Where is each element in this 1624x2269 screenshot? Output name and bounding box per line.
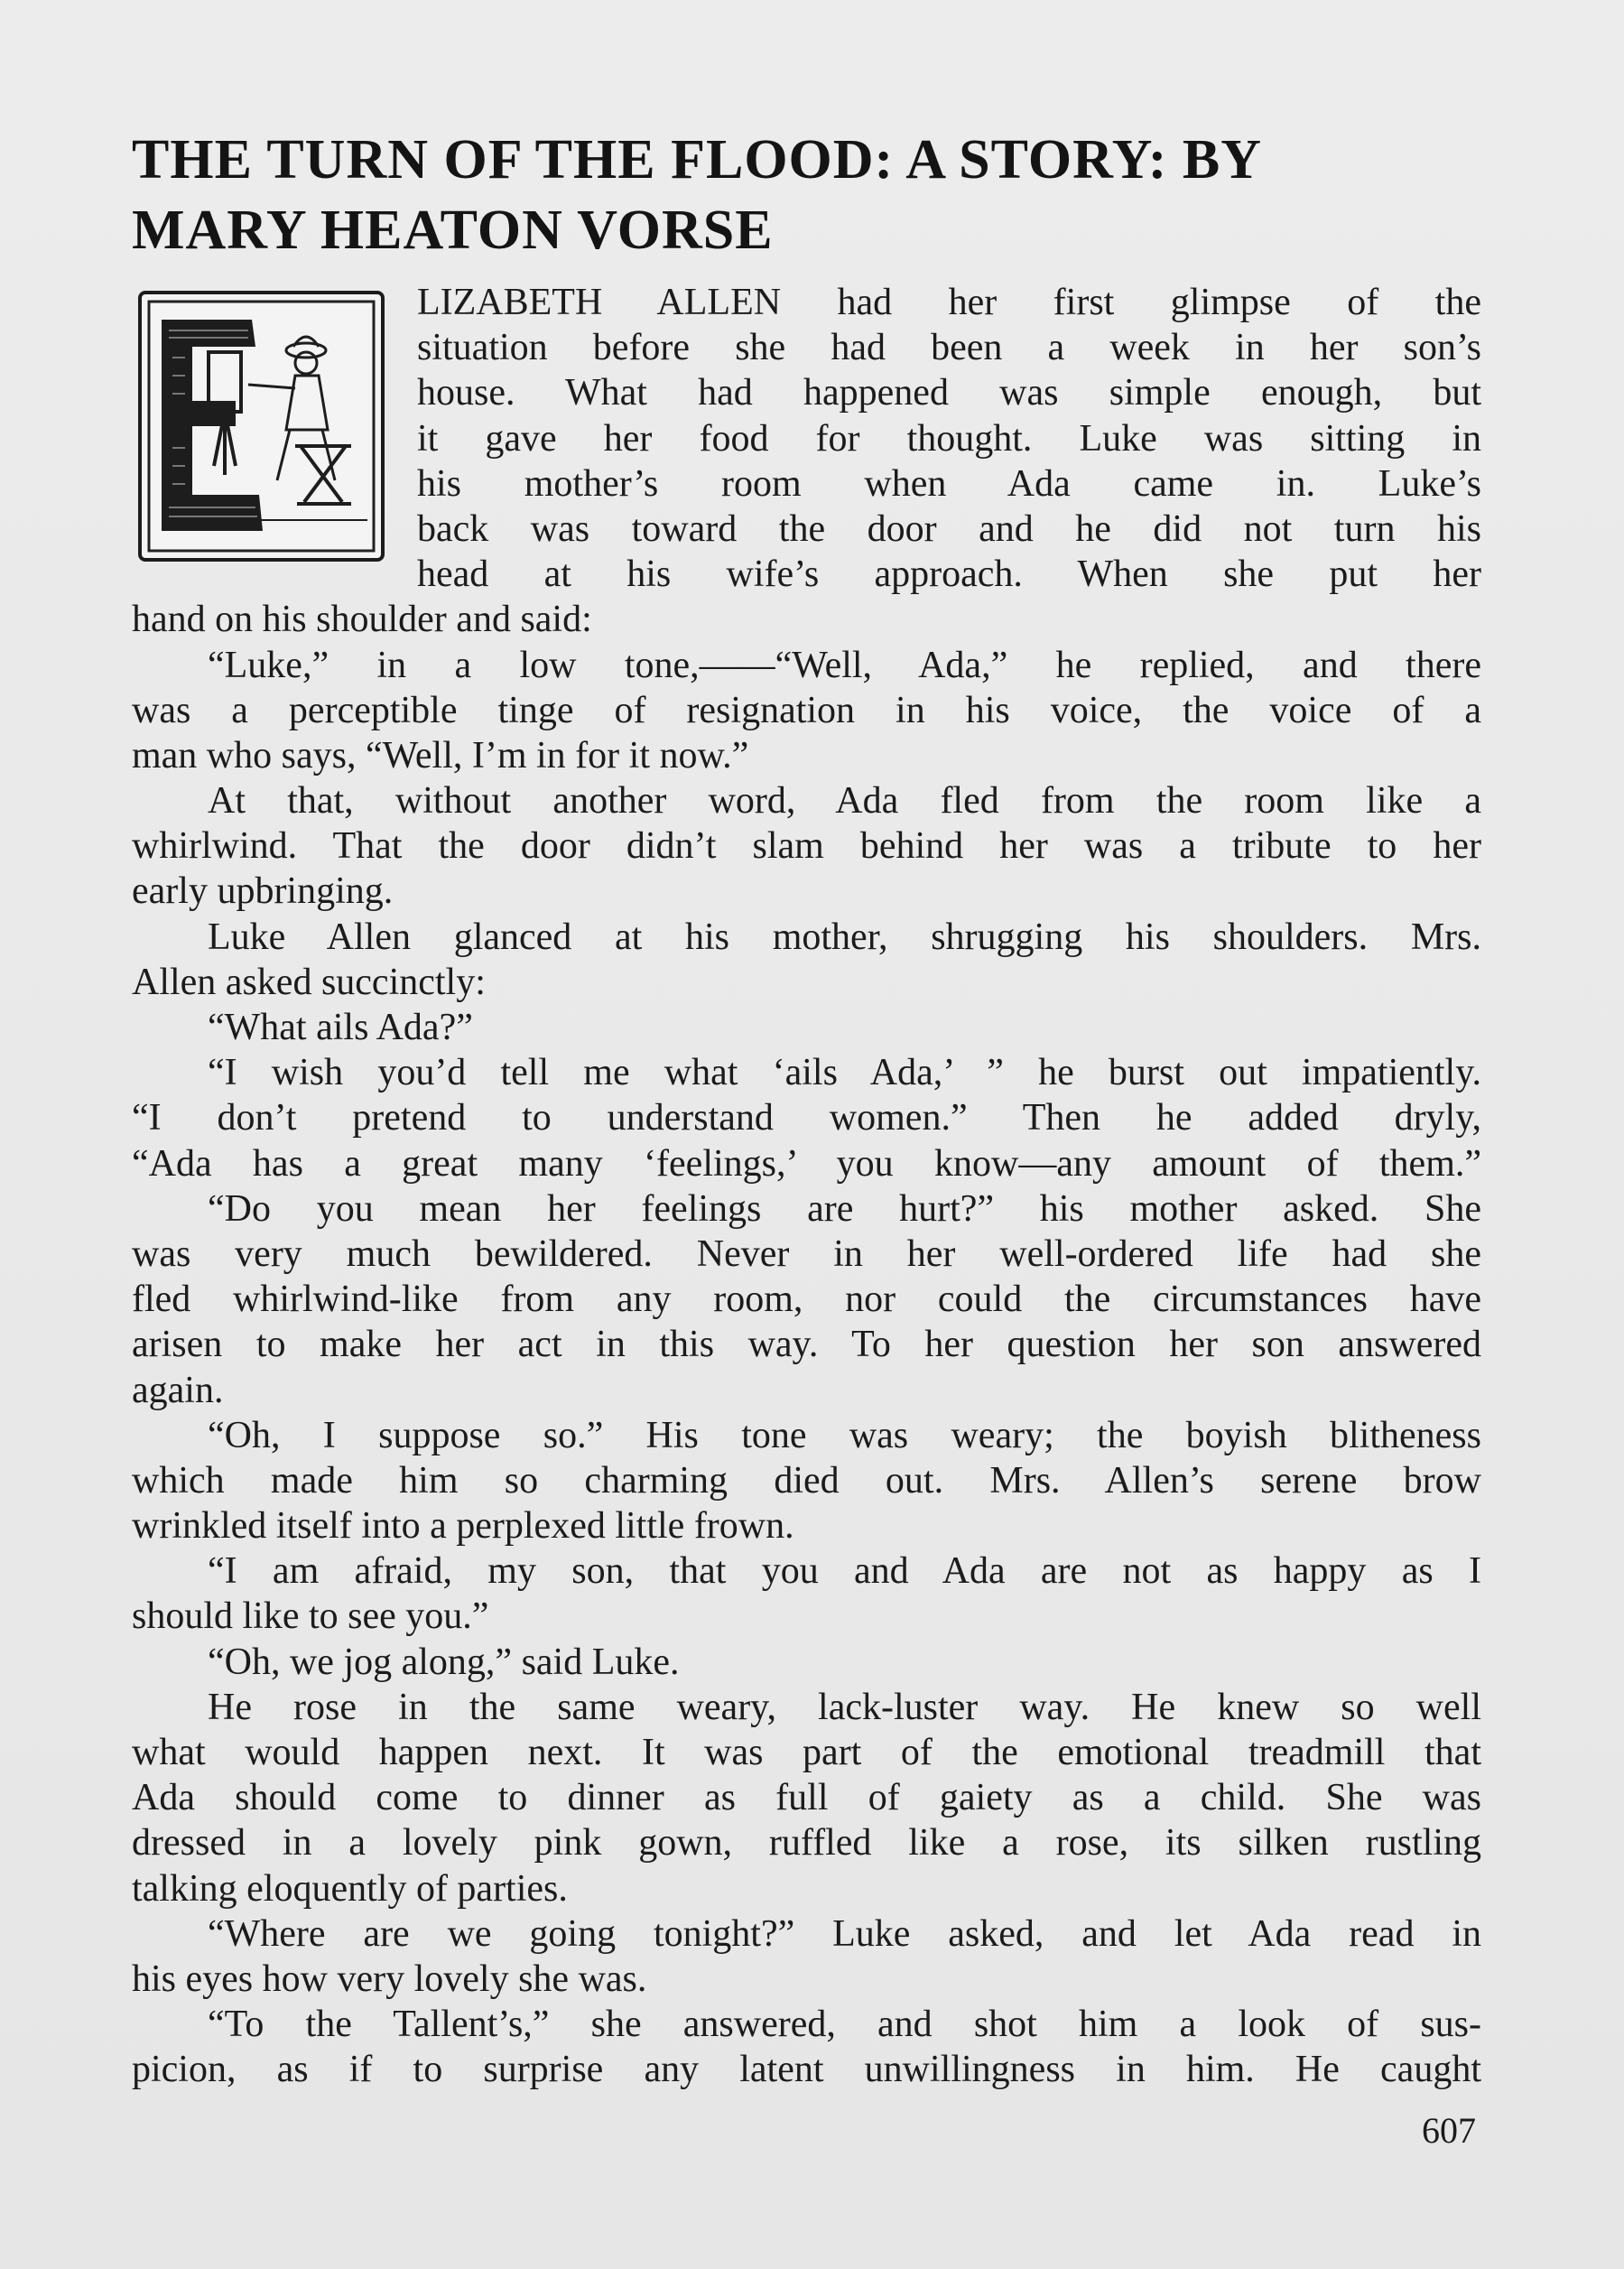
page-number: 607 bbox=[1422, 2110, 1476, 2151]
text-line: wrinkled itself into a perplexed little frown. bbox=[132, 1505, 794, 1548]
text-line: whirlwind. That the door didn’t slam behind her was a tribute to her bbox=[132, 825, 1481, 868]
text-line: house. What had happened was simple enough, but bbox=[417, 372, 1481, 414]
text-line: “Ada has a great many ‘feelings,’ you know—any amount of them.” bbox=[132, 1142, 1481, 1185]
text-line: picion, as if to surprise any latent unwillingness in him. He caught bbox=[132, 2049, 1481, 2091]
text-line: dressed in a lovely pink gown, ruffled like a rose, its silken rustling bbox=[132, 1822, 1481, 1864]
text-line: situation before she had been a week in her son’s bbox=[417, 327, 1481, 369]
text-line: Allen asked succinctly: bbox=[132, 961, 486, 1003]
text-line: his mother’s room when Ada came in. Luke’s bbox=[417, 462, 1481, 505]
text-line: should like to see you.” bbox=[132, 1595, 489, 1638]
text-line: “Oh, I suppose so.” His tone was weary; the boyish blitheness bbox=[208, 1414, 1481, 1456]
title-line-1: THE TURN OF THE FLOOD: A STORY: BY bbox=[132, 129, 1263, 191]
article-body bbox=[132, 280, 1481, 2093]
text-line: Ada should come to dinner as full of gaiety as a child. She was bbox=[132, 1777, 1481, 1819]
text-line: “I don’t pretend to understand women.” Then he added dryly, bbox=[132, 1097, 1481, 1139]
text-line: was a perceptible tinge of resignation in his voice, the voice of a bbox=[132, 689, 1481, 731]
text-line: back was toward the door and he did not turn his bbox=[417, 507, 1481, 550]
text-line: He rose in the same weary, lack-luster way. He knew so well bbox=[208, 1686, 1481, 1728]
text-line: it gave her food for thought. Luke was sitting in bbox=[417, 417, 1481, 460]
text-line: “Do you mean her feelings are hurt?” his mother asked. She bbox=[208, 1187, 1481, 1230]
text-line: again. bbox=[132, 1369, 224, 1411]
text-line: “Oh, we jog along,” said Luke. bbox=[208, 1641, 680, 1683]
text-line: “I wish you’d tell me what ‘ails Ada,’ ” he burst out impatiently. bbox=[208, 1052, 1481, 1094]
text-line: Luke Allen glanced at his mother, shrugging his shoulders. Mrs. bbox=[208, 916, 1481, 958]
text-line: fled whirlwind-like from any room, nor could the circumstances have bbox=[132, 1279, 1481, 1321]
title-line-2: MARY HEATON VORSE bbox=[132, 200, 774, 261]
text-line: which made him so charming died out. Mrs. Allen’s serene brow bbox=[132, 1459, 1481, 1502]
text-line: talking eloquently of parties. bbox=[132, 1867, 568, 1910]
text-line: what would happen next. It was part of the emotional treadmill that bbox=[132, 1732, 1481, 1773]
text-line: arisen to make her act in this way. To her question her son answered bbox=[132, 1324, 1481, 1366]
text-line: man who says, “Well, I’m in for it now.” bbox=[132, 734, 749, 776]
text-line: head at his wife’s approach. When she put her bbox=[417, 553, 1481, 596]
text-line: “To the Tallent’s,” she answered, and shot him a look of sus- bbox=[208, 2004, 1481, 2046]
text-line: hand on his shoulder and said: bbox=[132, 599, 592, 641]
article-title bbox=[132, 125, 1486, 265]
text-line: “What ails Ada?” bbox=[208, 1007, 473, 1048]
text-line: “Where are we going tonight?” Luke asked, and let Ada read in bbox=[208, 1912, 1481, 1955]
text-line: “I am afraid, my son, that you and Ada are not as happy as I bbox=[208, 1550, 1481, 1593]
text-line: LIZABETH ALLEN had her first glimpse of the bbox=[417, 282, 1481, 323]
text-line: At that, without another word, Ada fled from the room like a bbox=[208, 780, 1481, 823]
text-line: was very much bewildered. Never in her well-ordered life had she bbox=[132, 1232, 1481, 1275]
text-line: his eyes how very lovely she was. bbox=[132, 1957, 647, 2000]
text-line: early upbringing. bbox=[132, 870, 394, 913]
text-line: “Luke,” in a low tone,——“Well, Ada,” he replied, and there bbox=[208, 644, 1481, 686]
